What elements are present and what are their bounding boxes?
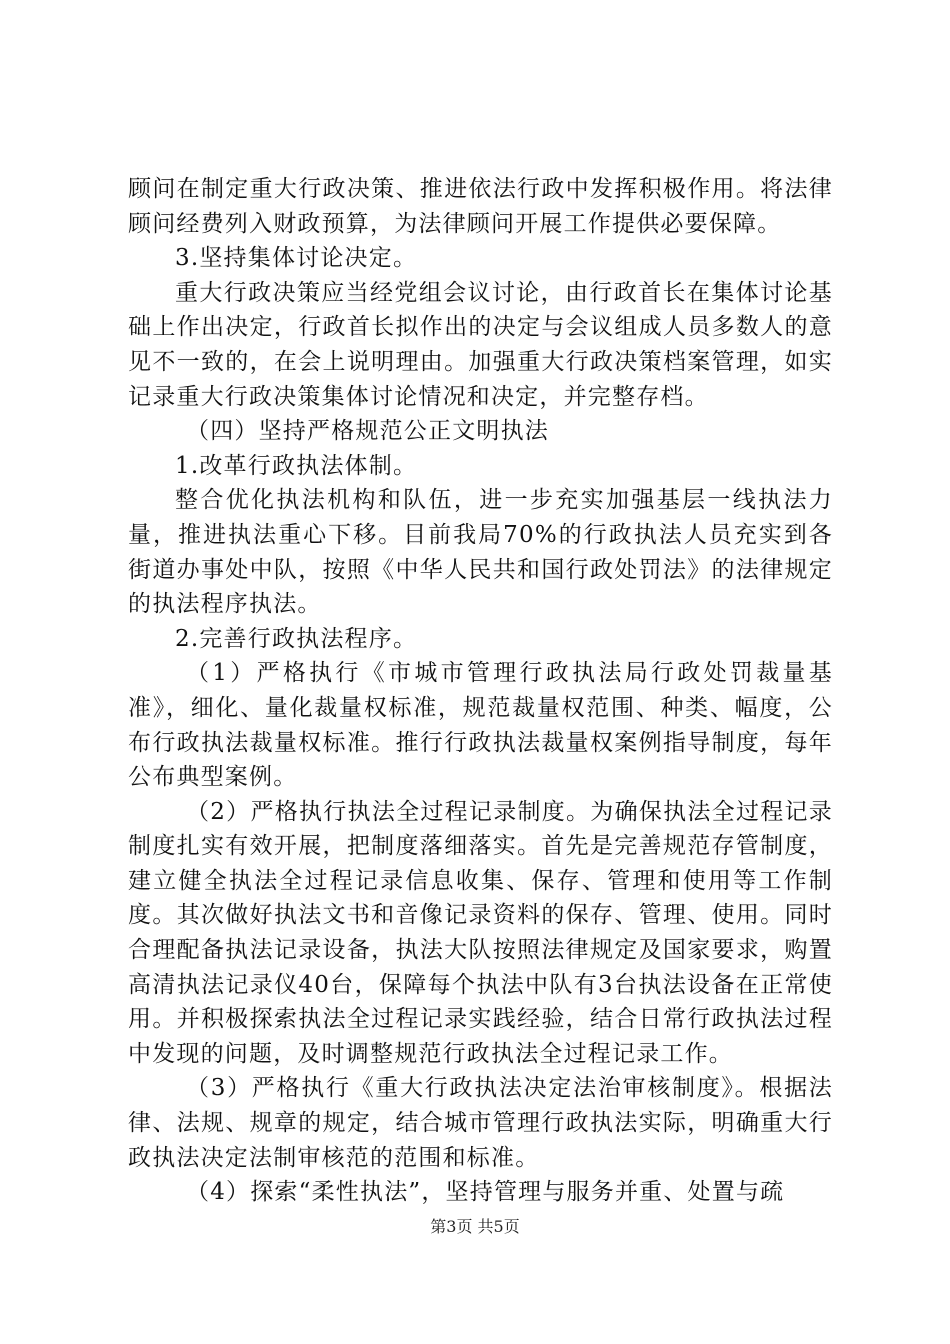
paragraph-continuation: 顾问在制定重大行政决策、推进依法行政中发挥积极作用。将法律顾问经费列入财政预算，为法律顾问开展工作提供必要保障。 bbox=[128, 176, 833, 237]
document-body bbox=[128, 172, 833, 1210]
paragraph-item-2: （2）严格执行执法全过程记录制度。为确保执法全过程记录制度扎实有效开展，把制度落细落实。首先是完善规范存管制度，建立健全执法全过程记录信息收集、保存、管理和使用等工作制度。其次做好执法文书和音像记录资料的保存、管理、使用。同时合理配备执法记录设备，执法大队按照法律规定及国家要求，购置高清执法记录仪40台，保障每个执法中队有3台执法设备在正常使用。并积极探索执法全过程记录实践经验，结合日常行政执法过程中发现的问题，及时调整规范行政执法全过程记录工作。 bbox=[128, 798, 833, 1067]
paragraph-item-4: （4）探索“柔性执法”，坚持管理与服务并重、处置与疏 bbox=[186, 1179, 785, 1206]
heading-collective-decision: 3.坚持集体讨论决定。 bbox=[175, 245, 418, 272]
paragraph-item-3: （3）严格执行《重大行政执法决定法治审核制度》。根据法律、法规、规章的规定，结合城市管理行政执法实际，明确重大行政执法决定法制审核范的范围和标准。 bbox=[128, 1075, 833, 1171]
heading-section-four: （四）坚持严格规范公正文明执法 bbox=[186, 418, 549, 445]
page-footer: 第3页 共5页 bbox=[430, 1217, 520, 1236]
paragraph-reform-system: 整合优化执法机构和队伍，进一步充实加强基层一线执法力量，推进执法重心下移。目前我局70%的行政执法人员充实到各街道办事处中队，按照《中华人民共和国行政处罚法》的法律规定的执法程序执法。 bbox=[128, 487, 833, 618]
heading-reform-system: 1.改革行政执法体制。 bbox=[175, 452, 418, 479]
heading-improve-procedure: 2.完善行政执法程序。 bbox=[175, 625, 418, 652]
paragraph-item-1: （1）严格执行《市城市管理行政执法局行政处罚裁量基准》，细化、量化裁量权标准，规范裁量权范围、种类、幅度，公布行政执法裁量权标准。推行行政执法裁量权案例指导制度，每年公布典型案例。 bbox=[128, 660, 833, 791]
paragraph-collective-decision: 重大行政决策应当经党组会议讨论，由行政首长在集体讨论基础上作出决定，行政首长拟作出的决定与会议组成人员多数人的意见不一致的，在会上说明理由。加强重大行政决策档案管理，如实记录重大行政决策集体讨论情况和决定，并完整存档。 bbox=[128, 279, 833, 410]
